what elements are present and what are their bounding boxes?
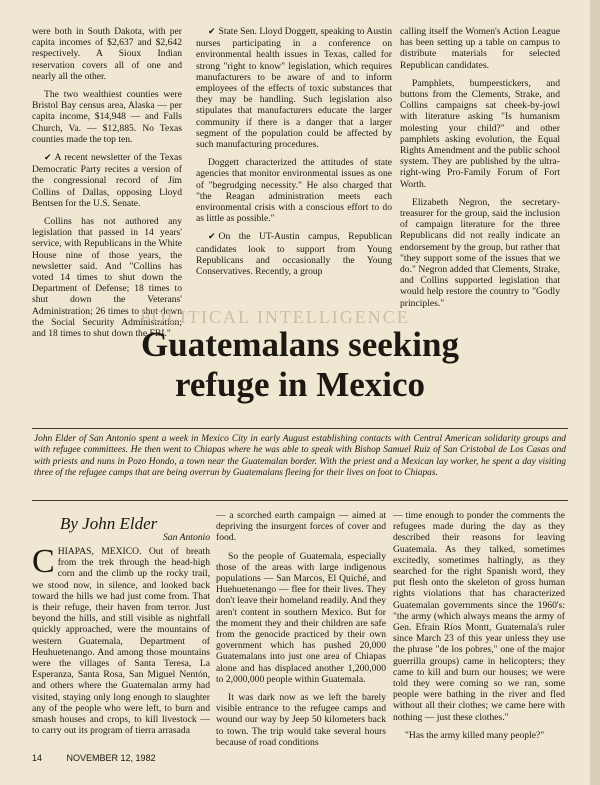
paragraph: State Sen. Lloyd Doggett, speaking to Austin nurses participating in a conference on environmental health issues in Texas, called for strong "right to know" legislation, which requires manufacturers to be aware of and to inform employees of the effects of toxic substances that they may be handling. Such legislation also stipulates that manufacturers educate the larger community if there is a danger that a larger segment of the population could be affected by such manufacturing procedures.	[196, 26, 392, 151]
page-footer	[32, 753, 178, 763]
paragraph: So the people of Guatemala, especially those of the areas with large indigenous populations — San Marcos, El Quiché, and Huehuetenango — flee for their lives. They don't leave their homeland readily. And they aren't content in southern Mexico. But for the moment they and their children are safe from the genocide practiced by their own government which has pushed 20,000 Guatemalans into just one area of Chiapas alone and has displaced another 1,200,000 to 2,000,000 people within Guatemala.	[216, 550, 386, 685]
top-column-1	[32, 26, 182, 346]
paragraph: — a scorched earth campaign — aimed at depriving the insurgent forces of cover and food.	[216, 510, 386, 544]
dateline: San Antonio	[163, 532, 210, 543]
top-column-2	[196, 26, 392, 284]
article-column-1	[32, 543, 210, 743]
divider-rule	[32, 428, 568, 429]
top-column-3	[400, 26, 560, 316]
article-column-2	[216, 510, 386, 755]
check-mark-icon: ✔	[208, 27, 216, 37]
page-edge	[590, 0, 600, 785]
issue-date: NOVEMBER 12, 1982	[66, 753, 156, 763]
paragraph: calling itself the Women's Action League has been setting up a table on campus to distribute materials for selected Republican candidates.	[400, 26, 560, 71]
check-mark-icon: ✔	[44, 153, 52, 164]
divider-rule	[32, 500, 568, 501]
article-intro: John Elder of San Antonio spent a week in Mexico City in early August establishing contacts with Central American solidarity groups and with refugee committees. He then went to Chiapas where he was able to speak with Bishop Samuel Ruiz of San Cristobal de Los Casas and with priests and nuns in Pozo Hondo, a town near the Guatemalan border. With the priest and a Mexican lay worker, he spent a day visiting three of the refugee camps that are being overrun by Guatemalans fleeing for their lives on foot to Chiapas.	[34, 434, 566, 479]
check-mark-icon: ✔	[208, 232, 216, 243]
paragraph: — time enough to ponder the comments the refugees made during the day as they described their reasons for leaving Guatemala. As they talked, sometimes excitedly, sometimes haltingly, as they searched for the right Spanish word, they put flesh onto the skeleton of gross human rights violations that has characterized Guatemalan governments since the 1960's: "the army (which always means the army of Gen. Efraín Ríos Montt, Guatemala's ruler since March 23 of this year unless they use the phrase "de los pobres," one of the major guerrilla groups) came in helicopters; they came to kill and burn our houses; we were told they were coming so we ran, some people were bathing in the river and fled without all their clothes; we came here with nothing — just these clothes."	[393, 510, 565, 723]
paragraph: were both in South Dakota, with per capita incomes of $2,637 and $2,642 respectively. A Sioux Indian reservation covers all of one and nearly all the other.	[32, 26, 182, 82]
headline-line-1: Guatemalans seeking	[141, 325, 459, 364]
paragraph: Collins has not authored any legislation that passed in 14 years' service, with Republicans in the White House nine of those years, the newsletter said. And "Collins has voted 14 times to shut down the Department of Defense; 18 times to shut down the Veterans' Administration; 26 times to shut down the Social Security Administration; and 18 times to shut down the FBI."	[32, 216, 182, 340]
article-headline	[40, 325, 560, 405]
paragraph: Doggett characterized the attitudes of state agencies that monitor environmental issues as one of "begrudging necessity." He also charged that "the Reagan administration meets each environmental crisis with a conscious effort to do as little as possible."	[196, 157, 392, 225]
page-number: 14	[32, 753, 43, 763]
paragraph: Pamphlets, bumperstickers, and buttons from the Clements, Strake, and Collins campaigns sat cheek-by-jowl with literature asking "Is humanism molesting your child?" and other pamphlets asking evolution, the Equal Rights Amendment and the public school system. They are published by the ultra-right-wing Pro-Family Forum of Fort Worth.	[400, 77, 560, 190]
paragraph: A recent newsletter of the Texas Democratic Party recites a version of the congressional record of Jim Collins of Dallas, opposing Lloyd Bentsen for the U.S. Senate.	[32, 152, 182, 209]
paragraph: On the UT-Austin campus, Republican candidates look to support from Young Republicans and occasionally the Young Conservatives. Recently, a group	[196, 231, 392, 278]
headline-line-2: refuge in Mexico	[174, 365, 426, 404]
article-column-3	[393, 510, 565, 748]
byline: By John Elder	[60, 514, 158, 533]
paragraph: HIAPAS, MEXICO. Out of breath from the trek through the head-high corn and the climb up the rocky trail, we stood now, in silence, and looked back toward the hills we had just come from. That is their refuge, their haven from terror. Just beyond the hills, and still visible as nightfall quickly approached, were the mountains of western Guatemala, Department of Heuhuetenango. And among those mountains were the villages of Santa Teresa, La Esperanza, Santa Rosa, San Miguel Nentón, and others where the Guatemalan army had visited, staying only long enough to slaughter any of the people who were left, to burn and smash houses and crops, to kill livestock — to carry out its program of tierra arrasada	[32, 546, 210, 737]
drop-cap: C	[32, 543, 55, 580]
show-through-text: POLITICAL INTELLIGENCE	[140, 307, 410, 327]
paragraph: "Has the army killed many people?"	[405, 729, 545, 741]
paragraph: Elizabeth Negron, the secretary-treasurer for the group, said the inclusion of campaign literature for the three Republicans did not really indicate an endorsement by the group, but rather that "they support some of the issues that we do." Negron added that Clements, Strake, and Collins supported legislation that would help restore the country to "Godly principles."	[400, 196, 560, 309]
paragraph: It was dark now as we left the barely visible entrance to the refugee camps and wound our way by Jeep 50 kilometers back to town. The trip would take several hours because of road conditions	[216, 692, 386, 748]
paragraph: The two wealthiest counties were Bristol Bay census area, Alaska — per capita income, $14,948 — and Falls Church, Va. — $12,885. No Texas counties made the top ten.	[32, 89, 182, 145]
